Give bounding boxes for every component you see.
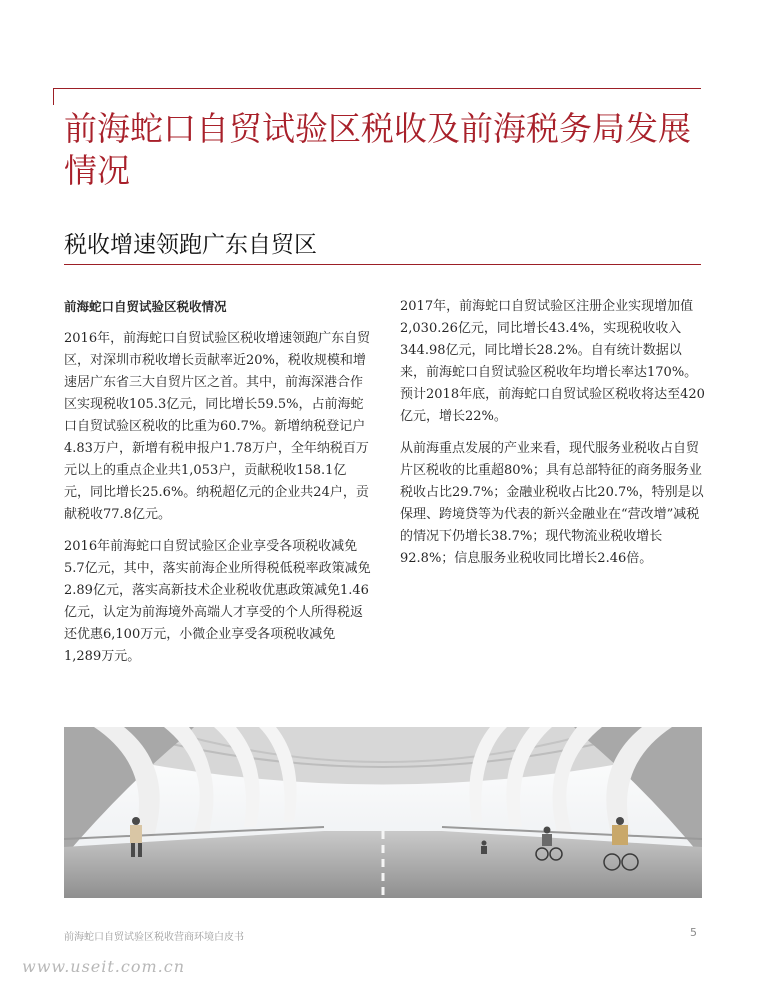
bridge-photo <box>64 727 702 898</box>
page-title: 前海蛇口自贸试验区税收及前海税务局发展情况 <box>64 109 691 190</box>
bridge-illustration <box>64 727 702 898</box>
page-number: 5 <box>690 926 697 939</box>
body-paragraph: 2016年，前海蛇口自贸试验区税收增速领跑广东自贸区，对深圳市税收增长贡献率近20%，税收规模和增速居广东省三大自贸片区之首。其中，前海深港合作区实现税收105.3亿元，同比增长59.5%，占前海蛇口自贸试验区税收的比重为60.7%。新增纳税登记户4.83万户，新增有税申报户1.78万户，全年纳税百万元以上的重点企业共1,053户，贡献税收158.1亿元，同比增长25.6%。纳税超亿元的企业共24户，贡献税收77.8亿元。 <box>64 331 371 522</box>
body-paragraph: 从前海重点发展的产业来看，现代服务业税收占自贸片区税收的比重超80%；具有总部特征的商务服务业税收占比29.7%；金融业税收占比20.7%，特别是以保理、跨境贷等为代表的新兴金融业在“营改增”减税的情况下仍增长38.7%；现代物流业税收增长92.8%；信息服务业税收同比增长2.46倍。 <box>400 441 704 566</box>
section-heading: 前海蛇口自贸试验区税收情况 <box>64 299 227 314</box>
left-column <box>64 296 372 678</box>
body-paragraph: 2016年前海蛇口自贸试验区企业享受各项税收减免5.7亿元，其中，落实前海企业所得税低税率政策减免2.89亿元，落实高新技术企业税收优惠政策减免1.46亿元，认定为前海境外高端人才享受的个人所得税返还优惠6,100万元，小微企业享受各项税收减免1,289万元。 <box>64 539 371 664</box>
right-column <box>400 296 705 580</box>
section-subtitle: 税收增速领跑广东自贸区 <box>64 232 317 258</box>
top-rule-corner <box>53 88 54 105</box>
top-rule <box>53 88 701 89</box>
subtitle-rule <box>64 264 701 265</box>
site-watermark: www.useit.com.cn <box>22 957 186 976</box>
body-paragraph: 2017年，前海蛇口自贸试验区注册企业实现增加值2,030.26亿元，同比增长43.4%，实现税收收入344.98亿元，同比增长28.2%。自有统计数据以来，前海蛇口自贸试验区税收年均增长率达170%。预计2018年底，前海蛇口自贸试验区税收将达至420亿元，增长22%。 <box>400 299 705 424</box>
footer-title: 前海蛇口自贸试验区税收营商环境白皮书 <box>64 932 244 943</box>
